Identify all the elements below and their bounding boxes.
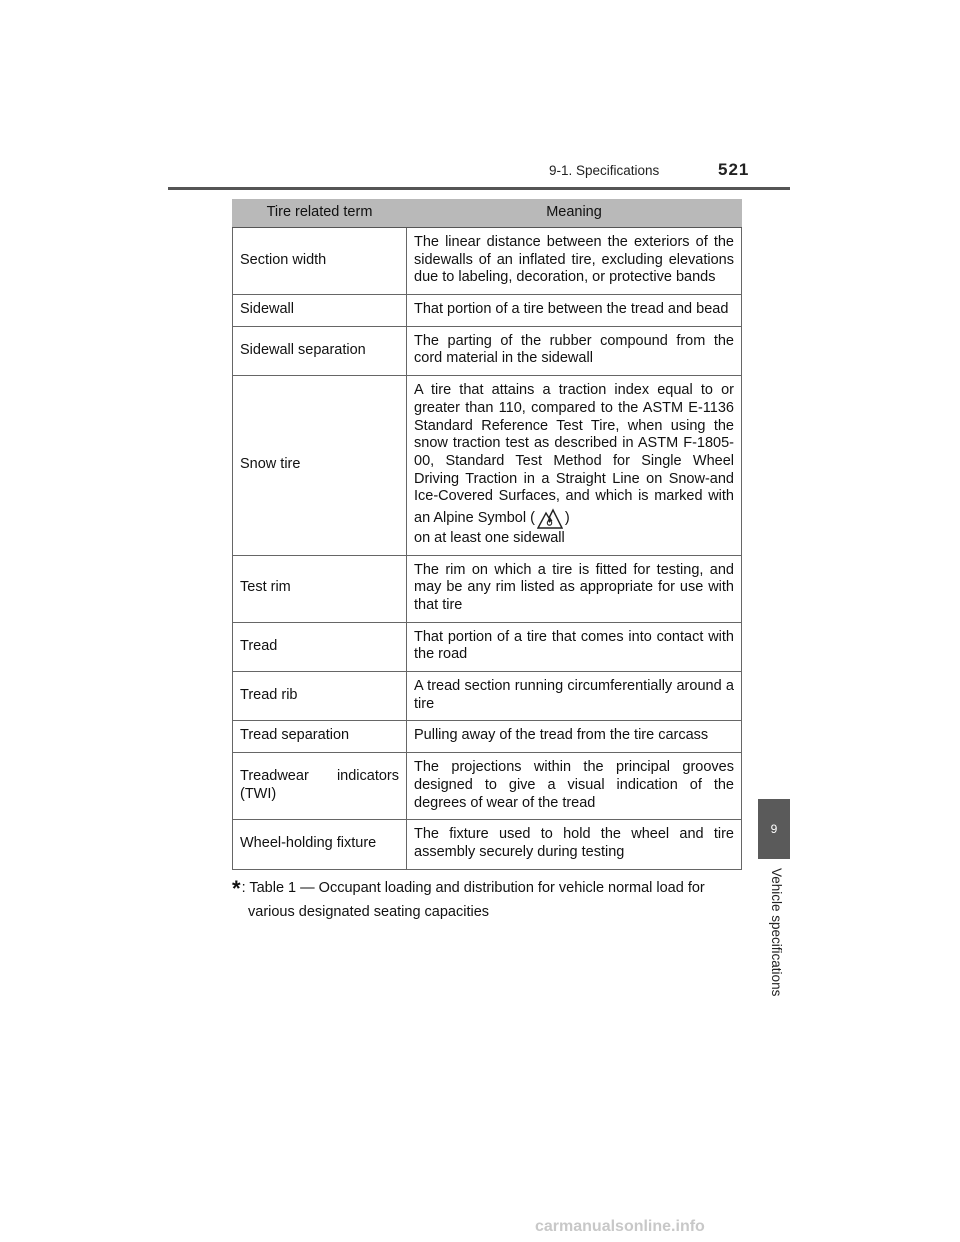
meaning-cell: That portion of a tire that comes into contact with the road <box>407 622 742 671</box>
alpine-symbol-icon <box>537 506 563 530</box>
term-cell: Wheel-holding fixture <box>233 820 407 869</box>
chapter-tab: 9 <box>758 799 790 859</box>
term-cell: Sidewall <box>233 295 407 327</box>
meaning-cell <box>407 376 742 556</box>
table-row <box>233 622 742 671</box>
footnote-text: : Table 1 — Occupant loading and distribution for vehicle normal load for <box>241 880 705 896</box>
table-row <box>233 376 742 556</box>
term-cell: Tread rib <box>233 672 407 721</box>
meaning-text-close: ) <box>564 509 570 526</box>
meaning-cell: Pulling away of the tread from the tire carcass <box>407 721 742 753</box>
term-cell: Tread separation <box>233 721 407 753</box>
meaning-cell: The rim on which a tire is fitted for testing, and may be any rim listed as appropriate for use with that tire <box>407 555 742 622</box>
table-row <box>233 326 742 375</box>
meaning-cell: The linear distance between the exteriors of the sidewalls of an inflated tire, excluding elevations due to labeling, decoration, or protective bands <box>407 228 742 295</box>
meaning-text-end: on at least one sidewall <box>414 529 565 546</box>
footnote-line-2: various designated seating capacities <box>248 903 490 920</box>
meaning-cell: The parting of the rubber compound from the cord material in the sidewall <box>407 326 742 375</box>
term-cell: Section width <box>233 228 407 295</box>
table-row <box>233 228 742 295</box>
column-header-term: Tire related term <box>233 199 407 228</box>
term-cell: Snow tire <box>233 376 407 556</box>
header-divider <box>168 187 790 190</box>
table-row <box>233 672 742 721</box>
table-row <box>233 753 742 820</box>
term-cell: Sidewall separation <box>233 326 407 375</box>
meaning-cell: The fixture used to hold the wheel and tire assembly securely during testing <box>407 820 742 869</box>
column-header-meaning: Meaning <box>407 199 742 228</box>
footnote-line-1 <box>232 875 744 903</box>
table-header-row <box>233 199 742 228</box>
term-cell: Tread <box>233 622 407 671</box>
section-title: 9-1. Specifications <box>549 163 660 178</box>
table-row <box>233 721 742 753</box>
tire-terms-table <box>232 199 742 870</box>
term-cell: Test rim <box>233 555 407 622</box>
table-row <box>233 555 742 622</box>
meaning-text: A tire that attains a traction index equal to or greater than 110, compared to the ASTM E-1136 Standard Reference Test Tire, when using the snow traction test as described in ASTM F-1805-00, Standard Test Method for Single Wheel Driving Traction in a Straight Line on Snow-and Ice-Covered Surfaces, and which is marked with an Alpine Symbol ( <box>414 382 734 526</box>
meaning-cell: A tread section running circumferentially around a tire <box>407 672 742 721</box>
page-number: 521 <box>718 160 750 179</box>
chapter-label: Vehicle specifications <box>769 868 784 997</box>
meaning-cell: That portion of a tire between the tread and bead <box>407 295 742 327</box>
footnote <box>232 875 744 921</box>
footnote-marker: * <box>232 876 241 901</box>
meaning-cell: The projections within the principal grooves designed to give a visual indication of the degrees of wear of the tread <box>407 753 742 820</box>
table-row <box>233 820 742 869</box>
watermark: carmanualsonline.info <box>535 1218 705 1235</box>
table-row <box>233 295 742 327</box>
term-cell: Treadwear indicators (TWI) <box>233 753 407 820</box>
